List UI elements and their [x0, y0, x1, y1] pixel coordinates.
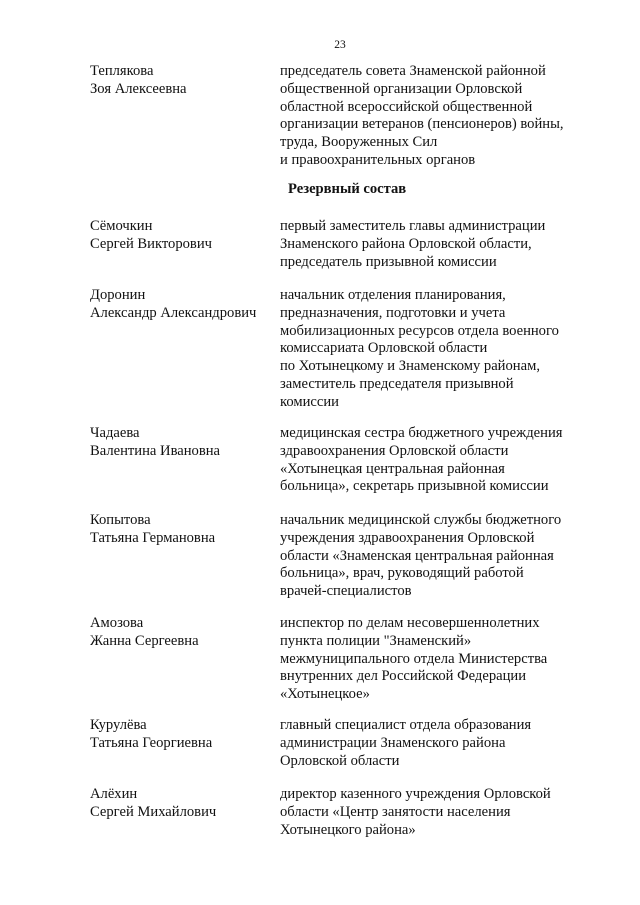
position-line: медицинская сестра бюджетного учреждения: [280, 425, 563, 441]
member-name: [90, 63, 275, 99]
position-line: здравоохранения Орловской области: [280, 442, 509, 459]
position-line: «Хотынецкое»: [280, 686, 370, 703]
position-line: первый заместитель главы администрации: [280, 218, 546, 234]
position-line: комиссариата Орловской области: [280, 340, 488, 357]
member-position: [280, 786, 590, 839]
member-surname: Копытова: [90, 512, 151, 528]
member-position: [280, 218, 590, 271]
position-line: области «Центр занятости населения: [280, 803, 511, 820]
position-line: внутренних дел Российской Федерации: [280, 668, 527, 685]
member-surname: Курулёва: [90, 717, 147, 733]
member-surname: Амозова: [90, 615, 144, 631]
position-line: главный специалист отдела образования: [280, 717, 532, 733]
position-line: пункта полиции "Знаменский»: [280, 632, 472, 649]
member-given-names: Сергей Михайлович: [90, 803, 217, 820]
page-number: 23: [334, 39, 346, 51]
section-title: Резервный состав: [288, 181, 407, 197]
position-line: «Хотынецкая центральная районная: [280, 460, 505, 477]
member-position: [280, 717, 590, 770]
position-line: начальник медицинской службы бюджетного: [280, 512, 562, 528]
position-line: инспектор по делам несовершеннолетних: [280, 615, 540, 631]
position-line: комиссии: [280, 393, 339, 410]
member-position: [280, 615, 590, 704]
position-line: учреждения здравоохранения Орловской: [280, 529, 535, 546]
position-line: областной всероссийской общественной: [280, 98, 533, 115]
member-given-names: Жанна Сергеевна: [90, 632, 199, 649]
position-line: председатель совета Знаменской районной: [280, 63, 546, 79]
member-position: [280, 63, 590, 170]
member-given-names: Татьяна Георгиевна: [90, 734, 213, 751]
position-line: врачей-специалистов: [280, 583, 412, 600]
member-name: [90, 717, 275, 753]
position-line: начальник отделения планирования,: [280, 287, 506, 303]
position-line: Орловской области: [280, 752, 400, 769]
position-line: по Хотынецкому и Знаменскому районам,: [280, 358, 540, 375]
member-given-names: Валентина Ивановна: [90, 442, 221, 459]
member-name: [90, 615, 275, 651]
position-line: Знаменского района Орловской области,: [280, 235, 532, 252]
position-line: больница», секретарь призывной комиссии: [280, 478, 549, 495]
member-position: [280, 287, 590, 412]
position-line: больница», врач, руководящий работой: [280, 565, 524, 582]
position-line: предназначения, подготовки и учета: [280, 304, 506, 321]
position-line: администрации Знаменского района: [280, 734, 506, 751]
position-line: организации ветеранов (пенсионеров) войны,: [280, 116, 564, 133]
position-line: межмуниципального отдела Министерства: [280, 650, 548, 667]
member-given-names: Зоя Алексеевна: [90, 80, 187, 97]
member-given-names: Александр Александрович: [90, 304, 257, 321]
member-position: [280, 512, 590, 601]
member-name: [90, 425, 275, 461]
member-surname: Теплякова: [90, 63, 154, 79]
position-line: области «Знаменская центральная районная: [280, 547, 554, 564]
member-surname: Чадаева: [90, 425, 140, 441]
member-name: [90, 786, 275, 822]
position-line: общественной организации Орловской: [280, 80, 523, 97]
position-line: председатель призывной комиссии: [280, 253, 497, 270]
member-surname: Доронин: [90, 287, 146, 303]
member-given-names: Сергей Викторович: [90, 235, 212, 252]
member-name: [90, 287, 275, 323]
position-line: и правоохранительных органов: [280, 151, 476, 168]
member-name: [90, 512, 275, 548]
member-name: [90, 218, 275, 254]
position-line: заместитель председателя призывной: [280, 375, 514, 392]
member-given-names: Татьяна Германовна: [90, 529, 216, 546]
member-surname: Сёмочкин: [90, 218, 153, 234]
position-line: директор казенного учреждения Орловской: [280, 786, 551, 802]
position-line: труда, Вооруженных Сил: [280, 134, 438, 151]
member-position: [280, 425, 590, 496]
member-surname: Алёхин: [90, 786, 138, 802]
position-line: Хотынецкого района»: [280, 821, 416, 838]
position-line: мобилизационных ресурсов отдела военного: [280, 322, 559, 339]
